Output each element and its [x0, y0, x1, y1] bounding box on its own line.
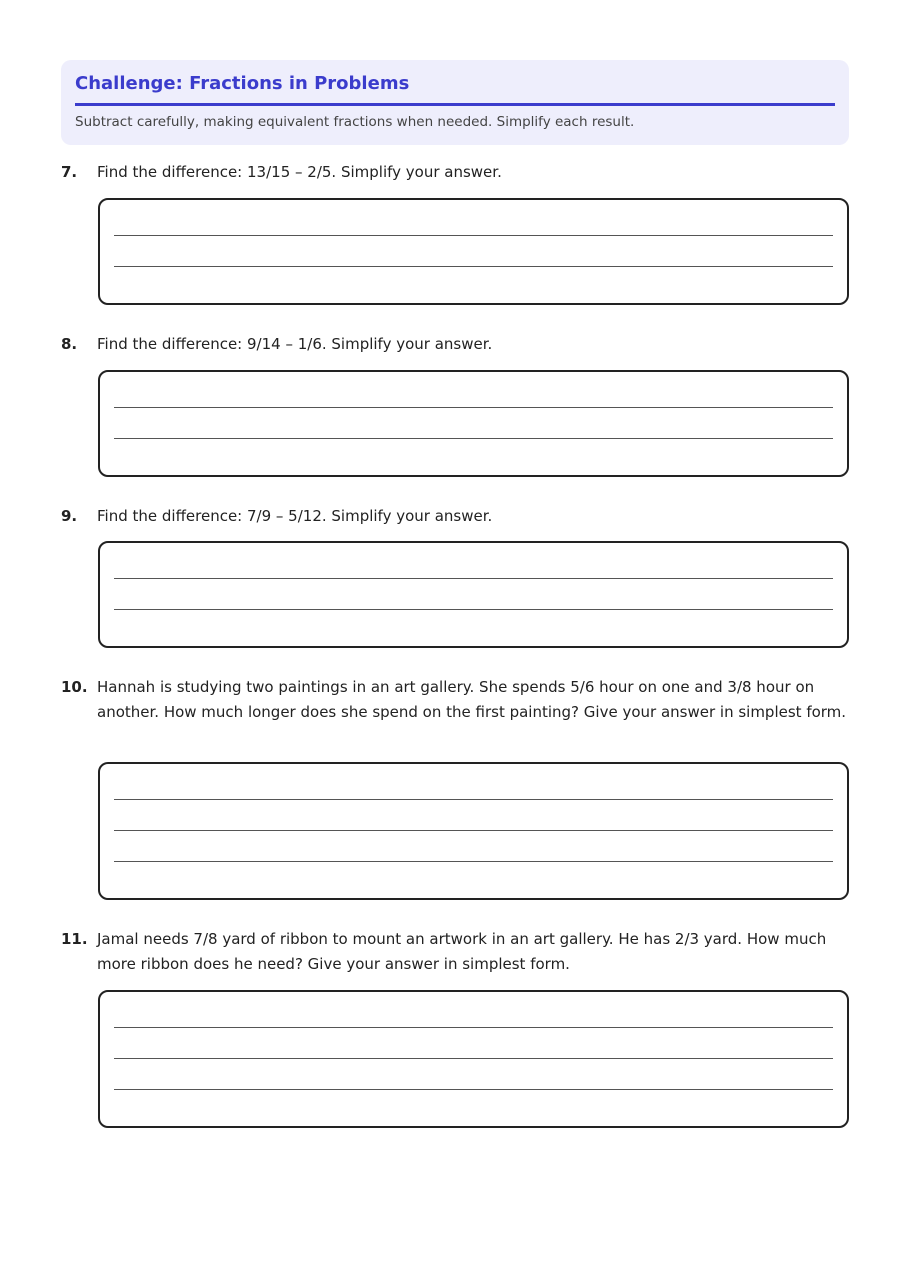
- worksheet-title: Challenge: Fractions in Problems: [75, 73, 410, 94]
- question-number: 7.: [61, 163, 78, 181]
- answer-line: [114, 235, 833, 236]
- question-text: Jamal needs 7/8 yard of ribbon to mount an artwork in an art gallery. He has 2/3 yard. How much more ribbon does he need? Give your answer in simplest form.: [97, 930, 827, 973]
- answer-line: [114, 438, 833, 439]
- answer-box[interactable]: [98, 370, 849, 477]
- answer-line: [114, 799, 833, 800]
- answer-line: [114, 861, 833, 862]
- title-underline: [75, 103, 835, 106]
- answer-line: [114, 1058, 833, 1059]
- question-number: 11.: [61, 930, 88, 948]
- question-text: Find the difference: 9/14 – 1/6. Simplify your answer.: [97, 335, 493, 353]
- question-text: Hannah is studying two paintings in an art gallery. She spends 5/6 hour on one and 3/8 hour on another. How much longer does she spend on the first painting? Give your answer in simplest form.: [97, 678, 847, 721]
- question-number: 10.: [61, 678, 88, 696]
- question-number: 9.: [61, 507, 78, 525]
- answer-box[interactable]: [98, 198, 849, 305]
- instructions-banner: [61, 60, 849, 145]
- answer-line: [114, 578, 833, 579]
- answer-line: [114, 407, 833, 408]
- answer-line: [114, 1027, 833, 1028]
- worksheet-instructions: Subtract carefully, making equivalent fractions when needed. Simplify each result.: [75, 114, 635, 130]
- answer-box[interactable]: [98, 990, 849, 1128]
- question-number: 8.: [61, 335, 78, 353]
- answer-line: [114, 830, 833, 831]
- answer-box[interactable]: [98, 541, 849, 648]
- question-text: Find the difference: 7/9 – 5/12. Simplify your answer.: [97, 507, 493, 525]
- answer-box[interactable]: [98, 762, 849, 900]
- answer-line: [114, 609, 833, 610]
- question-text: Find the difference: 13/15 – 2/5. Simplify your answer.: [97, 163, 502, 181]
- answer-line: [114, 266, 833, 267]
- answer-line: [114, 1089, 833, 1090]
